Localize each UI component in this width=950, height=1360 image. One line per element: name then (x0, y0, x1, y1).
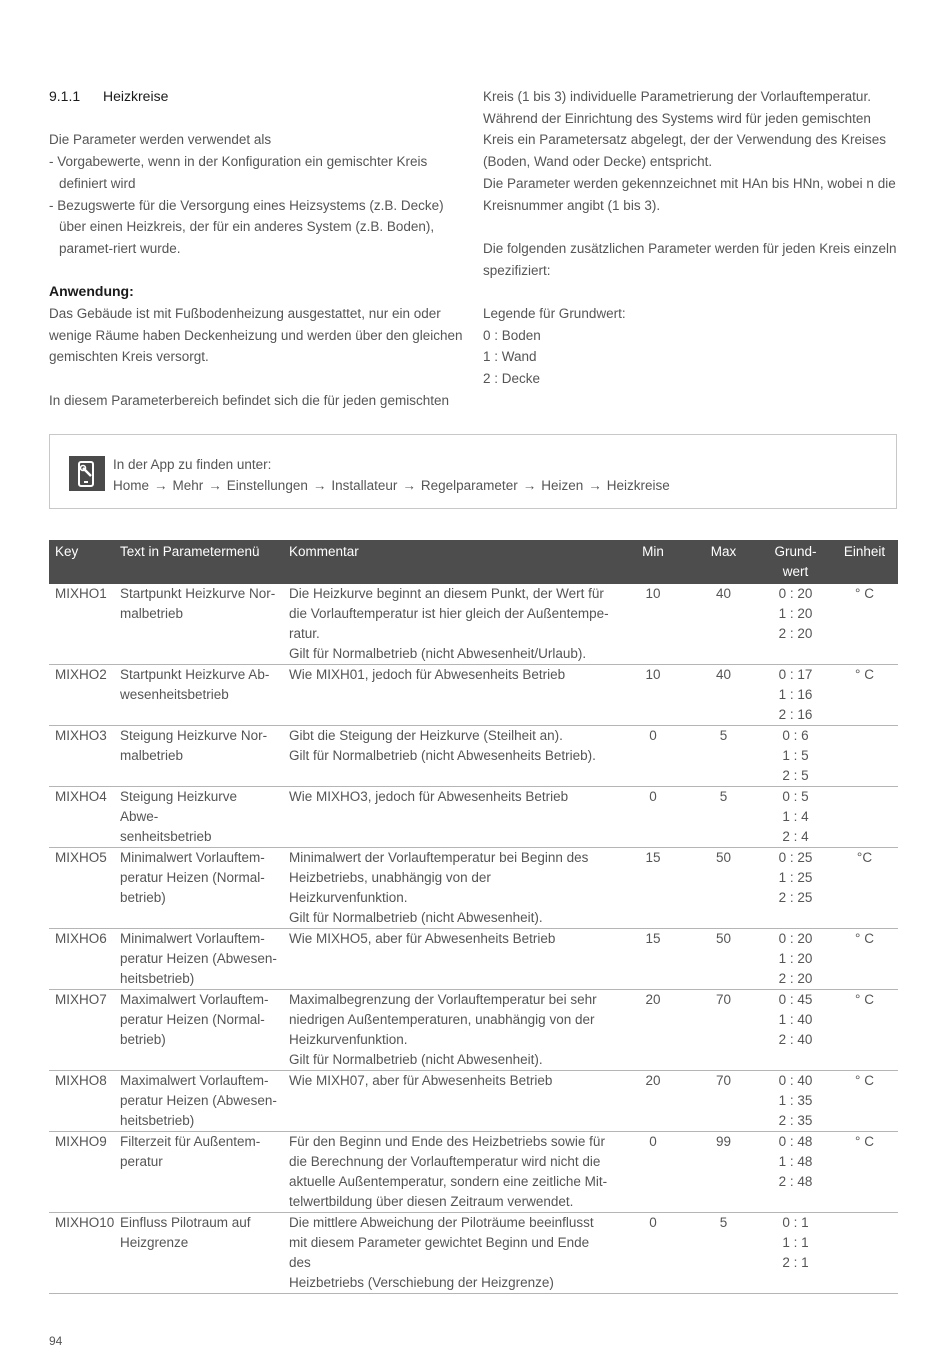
cell-text: Startpunkt Heizkurve Ab- wesenheitsbetrieb (114, 665, 283, 726)
cell-key: MIXHO10 (49, 1213, 114, 1294)
cell-grundwert: 0 : 5 1 : 4 2 : 4 (760, 787, 831, 848)
setup-paragraph: Kreis (1 bis 3) individuelle Parametrierung der Vorlauftemperatur. Während der Einrichtung des Systems wird für jeden gemischten Kreis ein Parametersatz abgelegt, der der Verwendung des Kreises (Boden, Wand oder Decke) entspricht. (483, 89, 886, 170)
cell-key: MIXHO4 (49, 787, 114, 848)
cell-key: MIXHO7 (49, 990, 114, 1071)
cell-comment: Für den Beginn und Ende des Heizbetriebs sowie für die Berechnung der Vorlauftemperatur wird nicht die aktuelle Außentemperatur, sondern eine zeitliche Mit- telwertbildung über diesen Zeitraum verwendet. (283, 1132, 619, 1213)
header-comment: Kommentar (283, 540, 619, 584)
phone-settings-icon (69, 456, 105, 491)
cell-text: Startpunkt Heizkurve Nor- malbetrieb (114, 584, 283, 665)
cell-comment: Die mittlere Abweichung der Piloträume beeinflusst mit diesem Parameter gewichtet Beginn und Ende des Heizbetriebs (Verschiebung der Heizgrenze) (283, 1213, 619, 1294)
cell-unit (831, 787, 898, 848)
legend-item: 1 : Wand (483, 349, 537, 365)
cell-unit: ° C (831, 1132, 898, 1213)
app-menu-path (113, 475, 670, 496)
arrow-right-icon: → (154, 478, 168, 493)
cell-comment: Wie MIXH01, jedoch für Abwesenheits Betrieb (283, 665, 619, 726)
cell-comment: Gibt die Steigung der Heizkurve (Steilheit an). Gilt für Normalbetrieb (nicht Abwesenheits Betrieb). (283, 726, 619, 787)
bullet-item: - Bezugswerte für die Versorgung eines Heizsystems (z.B. Decke) über einen Heizkreis, der für ein anderes System (z.B. Boden), paramet-riert wurde. (49, 197, 444, 256)
cell-text: Filterzeit für Außentem- peratur (114, 1132, 283, 1213)
cell-grundwert: 0 : 17 1 : 16 2 : 16 (760, 665, 831, 726)
cell-key: MIXHO1 (49, 584, 114, 665)
table-row (49, 787, 898, 848)
arrow-right-icon: → (208, 478, 222, 493)
cell-unit (831, 1213, 898, 1294)
cell-comment: Wie MIXHO5, aber für Abwesenheits Betrieb (283, 929, 619, 990)
cell-grundwert: 0 : 48 1 : 48 2 : 48 (760, 1132, 831, 1213)
menu-path-item: Mehr (172, 478, 204, 493)
table-row (49, 848, 898, 929)
cell-comment: Minimalwert der Vorlauftemperatur bei Beginn des Heizbetriebs, unabhängig von der Heizkurvenfunktion. Gilt für Normalbetrieb (nicht Abwesenheit). (283, 848, 619, 929)
cell-text: Steigung Heizkurve Nor- malbetrieb (114, 726, 283, 787)
header-max: Max (687, 540, 760, 584)
cell-max: 40 (687, 584, 760, 665)
cell-unit: ° C (831, 929, 898, 990)
cell-max: 70 (687, 1071, 760, 1132)
cell-max: 70 (687, 990, 760, 1071)
cell-grundwert: 0 : 40 1 : 35 2 : 35 (760, 1071, 831, 1132)
menu-path-item: Regelparameter (420, 478, 518, 493)
parameter-area-text: In diesem Parameterbereich befindet sich die für jeden gemischten (49, 392, 449, 408)
menu-path-item: Heizen (541, 478, 584, 493)
parameter-table (49, 540, 898, 1294)
anwendung-text: Das Gebäude ist mit Fußbodenheizung ausgestattet, nur ein oder wenige Räume haben Deckenheizung und werden über den gleichen gemischten Kreis versorgt. (49, 306, 463, 365)
cell-unit: ° C (831, 990, 898, 1071)
additional-params-paragraph: Die folgenden zusätzlichen Parameter werden für jeden Kreis einzeln spezifiziert: (483, 240, 897, 278)
right-column (483, 86, 901, 390)
legend-item: 2 : Decke (483, 371, 541, 387)
cell-key: MIXHO6 (49, 929, 114, 990)
app-location-label: In der App zu finden unter: (113, 457, 272, 472)
cell-unit: ° C (831, 1071, 898, 1132)
page-number: 94 (49, 1334, 63, 1348)
cell-text: Einfluss Pilotraum auf Heizgrenze (114, 1213, 283, 1294)
cell-text: Minimalwert Vorlauftem- peratur Heizen (Normal- betrieb) (114, 848, 283, 929)
app-location-box (49, 434, 897, 509)
legend-item: 0 : Boden (483, 327, 541, 343)
table-row (49, 990, 898, 1071)
table-row (49, 584, 898, 665)
cell-key: MIXHO5 (49, 848, 114, 929)
cell-max: 5 (687, 1213, 760, 1294)
cell-grundwert: 0 : 45 1 : 40 2 : 40 (760, 990, 831, 1071)
table-row (49, 1071, 898, 1132)
header-key: Key (49, 540, 114, 584)
table-header-row (49, 540, 898, 584)
cell-max: 50 (687, 929, 760, 990)
cell-key: MIXHO2 (49, 665, 114, 726)
menu-path-item: Heizkreise (606, 478, 670, 493)
cell-text: Maximalwert Vorlauftem- peratur Heizen (Normal- betrieb) (114, 990, 283, 1071)
cell-min: 0 (619, 726, 687, 787)
header-grundwert: Grund- wert (760, 540, 831, 584)
menu-path-item: Einstellungen (226, 478, 308, 493)
bullet-item: - Vorgabewerte, wenn in der Konfiguration ein gemischter Kreis definiert wird (49, 154, 428, 191)
legend-title: Legende für Grundwert: (483, 306, 626, 321)
cell-max: 5 (687, 787, 760, 848)
cell-max: 99 (687, 1132, 760, 1213)
section-number: 9.1.1 (49, 88, 81, 104)
cell-min: 0 (619, 1132, 687, 1213)
identifier-paragraph: Die Parameter werden gekennzeichnet mit HAn bis HNn, wobei n die Kreisnummer angibt (1 bis 3). (483, 175, 896, 213)
cell-unit (831, 726, 898, 787)
section-title: Heizkreise (103, 88, 169, 104)
menu-path-item: Installateur (331, 478, 398, 493)
menu-path-item: Home (113, 478, 150, 493)
cell-grundwert: 0 : 20 1 : 20 2 : 20 (760, 584, 831, 665)
cell-min: 20 (619, 1071, 687, 1132)
cell-min: 0 (619, 787, 687, 848)
arrow-right-icon: → (312, 478, 327, 493)
header-einheit: Einheit (831, 540, 898, 584)
cell-min: 15 (619, 848, 687, 929)
table-row (49, 726, 898, 787)
cell-min: 20 (619, 990, 687, 1071)
cell-comment: Wie MIXHO3, jedoch für Abwesenheits Betrieb (283, 787, 619, 848)
left-column (49, 86, 467, 412)
header-text: Text in Parametermenü (114, 540, 283, 584)
cell-min: 0 (619, 1213, 687, 1294)
cell-comment: Die Heizkurve beginnt an diesem Punkt, der Wert für die Vorlauftemperatur ist hier gleich der Außentempe- ratur. Gilt für Normalbetrieb (nicht Abwesenheit/Urlaub). (283, 584, 619, 665)
cell-text: Minimalwert Vorlauftem- peratur Heizen (Abwesen- heitsbetrieb) (114, 929, 283, 990)
cell-max: 40 (687, 665, 760, 726)
cell-min: 10 (619, 584, 687, 665)
cell-key: MIXHO8 (49, 1071, 114, 1132)
intro-text: Die Parameter werden verwendet als (49, 132, 272, 148)
table-row (49, 665, 898, 726)
cell-comment: Maximalbegrenzung der Vorlauftemperatur bei sehr niedrigen Außentemperaturen, unabhängig von der Heizkurvenfunktion. Gilt für Normalbetrieb (nicht Abwesenheit). (283, 990, 619, 1071)
table-row (49, 929, 898, 990)
table-row (49, 1132, 898, 1213)
arrow-right-icon: → (402, 478, 416, 493)
cell-min: 10 (619, 665, 687, 726)
cell-grundwert: 0 : 25 1 : 25 2 : 25 (760, 848, 831, 929)
cell-text: Maximalwert Vorlauftem- peratur Heizen (Abwesen- heitsbetrieb) (114, 1071, 283, 1132)
anwendung-heading: Anwendung: (49, 283, 134, 300)
section-heading (49, 86, 467, 108)
cell-key: MIXHO9 (49, 1132, 114, 1213)
cell-grundwert: 0 : 20 1 : 20 2 : 20 (760, 929, 831, 990)
cell-key: MIXHO3 (49, 726, 114, 787)
cell-grundwert: 0 : 1 1 : 1 2 : 1 (760, 1213, 831, 1294)
cell-unit: °C (831, 848, 898, 929)
cell-text: Steigung Heizkurve Abwe- senheitsbetrieb (114, 787, 283, 848)
cell-max: 50 (687, 848, 760, 929)
table-row (49, 1213, 898, 1294)
app-location-text (113, 454, 670, 496)
header-min: Min (619, 540, 687, 584)
arrow-right-icon: → (588, 478, 602, 493)
cell-comment: Wie MIXH07, aber für Abwesenheits Betrieb (283, 1071, 619, 1132)
cell-grundwert: 0 : 6 1 : 5 2 : 5 (760, 726, 831, 787)
cell-max: 5 (687, 726, 760, 787)
arrow-right-icon: → (522, 478, 537, 493)
cell-unit: ° C (831, 665, 898, 726)
cell-unit: ° C (831, 584, 898, 665)
cell-min: 15 (619, 929, 687, 990)
